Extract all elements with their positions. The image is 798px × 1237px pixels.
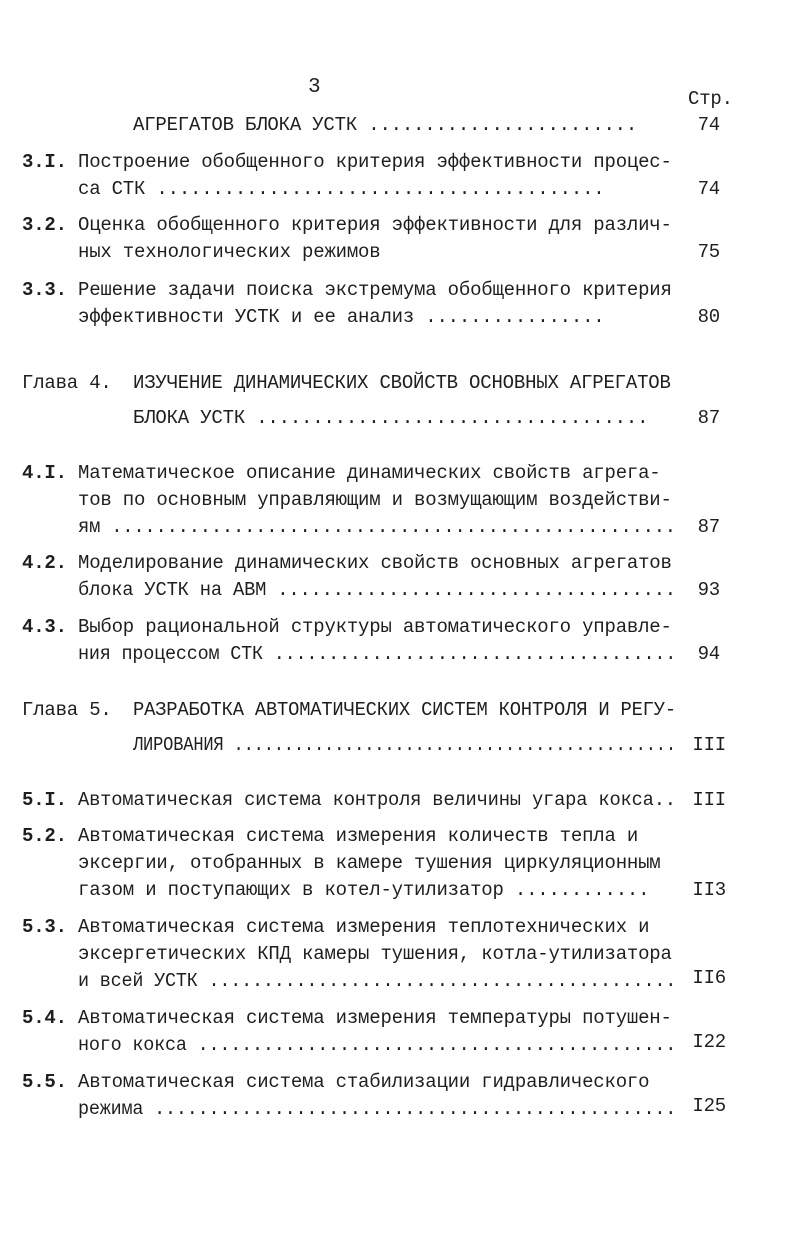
toc-entry-line: Математическое описание динамических свойств агрега-	[78, 462, 661, 484]
page-number: 3	[308, 76, 321, 99]
toc-entry-line: ния процессом СТК .....................................	[78, 643, 677, 665]
toc-entry-page: II6	[692, 967, 726, 989]
toc-entry-page: 93	[697, 579, 720, 601]
page-column-label: Стр.	[688, 88, 733, 110]
toc-entry-page: 87	[697, 516, 720, 538]
chapter-number: Глава 5.	[22, 699, 112, 721]
toc-entry-line: Решение задачи поиска экстремума обобщенного критерия	[78, 279, 672, 301]
chapter-title-line: ИЗУЧЕНИЕ ДИНАМИЧЕСКИХ СВОЙСТВ ОСНОВНЫХ АГРЕГАТОВ	[133, 372, 671, 394]
toc-entry-line: Автоматическая система контроля величины угара кокса..	[78, 789, 676, 811]
toc-entry-page: 74	[697, 114, 720, 136]
toc-entry-page: 80	[697, 306, 720, 328]
toc-entry-number: 5.4.	[22, 1007, 67, 1029]
toc-entry-line: тов по основным управляющим и возмущающим воздействи-	[78, 489, 672, 511]
toc-entry-line: эксергии, отобранных в камере тушения циркуляционным	[78, 852, 661, 874]
toc-entry-page: 74	[697, 178, 720, 200]
toc-entry-number: 5.2.	[22, 825, 67, 847]
toc-entry-line: Моделирование динамических свойств основных агрегатов	[78, 552, 672, 574]
toc-entry-line: Автоматическая система измерения температуры потушен-	[78, 1007, 672, 1029]
toc-entry-page: II3	[692, 879, 726, 901]
toc-entry-number: 3.2.	[22, 214, 67, 236]
toc-entry-line: ного кокса ............................................	[78, 1034, 677, 1056]
chapter-number: Глава 4.	[22, 372, 112, 394]
toc-entry-page: 87	[697, 407, 720, 429]
toc-entry-line: АГРЕГАТОВ БЛОКА УСТК ........................	[133, 114, 638, 136]
chapter-title-line: БЛОКА УСТК ...................................	[133, 407, 649, 429]
chapter-title-line: ЛИРОВАНИЯ ............................................	[133, 734, 676, 756]
toc-entry-number: 4.I.	[22, 462, 67, 484]
toc-entry-line: Автоматическая система стабилизации гидравлического	[78, 1071, 650, 1093]
toc-entry-line: Автоматическая система измерения теплотехнических и	[78, 916, 650, 938]
toc-entry-line: эффективности УСТК и ее анализ ................	[78, 306, 605, 328]
toc-entry-line: са СТК ........................................	[78, 178, 605, 200]
toc-entry-line: Оценка обобщенного критерия эффективности для различ-	[78, 214, 672, 236]
toc-entry-page: I25	[692, 1095, 726, 1117]
toc-entry-number: 4.3.	[22, 616, 67, 638]
toc-entry-number: 3.I.	[22, 151, 67, 173]
toc-entry-page: I22	[692, 1031, 726, 1053]
toc-entry-page: III	[692, 789, 726, 811]
toc-entry-number: 5.5.	[22, 1071, 67, 1093]
toc-entry-line: эксергетических КПД камеры тушения, котла-утилизатора	[78, 943, 672, 965]
toc-entry-line: режима ................................................	[78, 1098, 677, 1120]
toc-entry-line: Автоматическая система измерения количеств тепла и	[78, 825, 639, 847]
toc-entry-page: 75	[697, 241, 720, 263]
toc-entry-number: 5.3.	[22, 916, 67, 938]
toc-entry-line: ям ...................................................	[78, 516, 676, 538]
toc-entry-line: и всей УСТК ...........................................	[78, 970, 677, 992]
toc-entry-line: блока УСТК на АВМ ....................................	[78, 579, 676, 601]
toc-entry-number: 3.3.	[22, 279, 67, 301]
toc-entry-number: 5.I.	[22, 789, 67, 811]
toc-entry-page: III	[692, 734, 726, 756]
chapter-title-line: РАЗРАБОТКА АВТОМАТИЧЕСКИХ СИСТЕМ КОНТРОЛЯ И РЕГУ-	[133, 699, 676, 721]
toc-entry-line: Построение обобщенного критерия эффективности процес-	[78, 151, 672, 173]
toc-entry-line: Выбор рациональной структуры автоматического управле-	[78, 616, 672, 638]
toc-entry-page: 94	[697, 643, 720, 665]
toc-entry-line: ных технологических режимов	[78, 241, 381, 263]
toc-entry-number: 4.2.	[22, 552, 67, 574]
toc-entry-line: газом и поступающих в котел-утилизатор ............	[78, 879, 650, 901]
